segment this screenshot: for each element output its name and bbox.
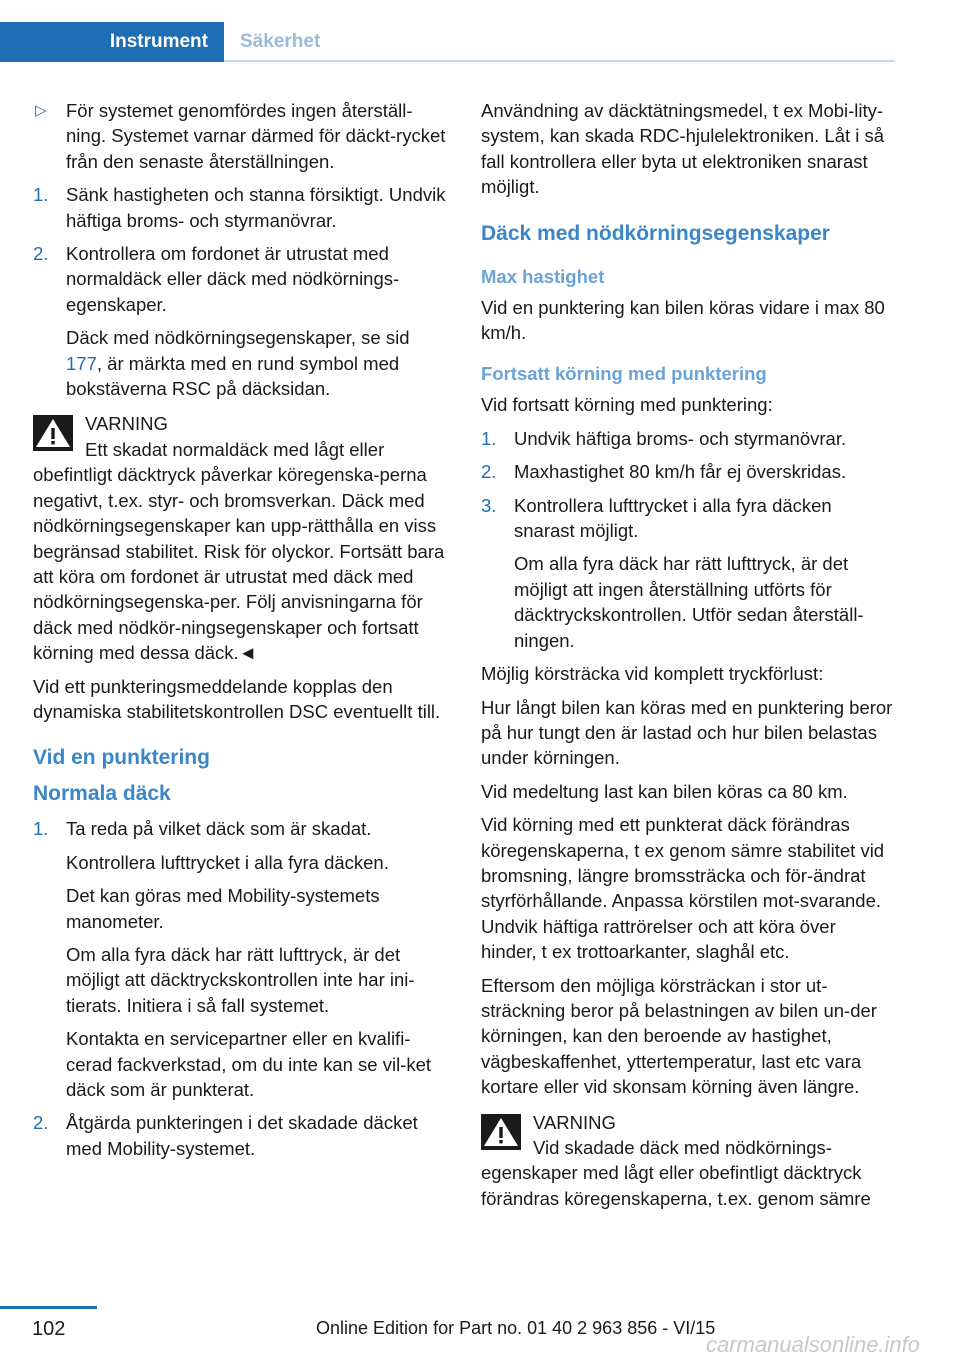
warning-title: VARNING bbox=[533, 1111, 616, 1133]
list-item bbox=[33, 1110, 448, 1161]
list-item bbox=[481, 459, 896, 484]
triangle-bullet-icon: ▷ bbox=[35, 102, 47, 119]
heading-normala-dack: Normala däck bbox=[33, 782, 171, 806]
warning-text: obefintligt däcktryck påverkar köregenska-perna negativt, t.ex. styr- och bromsverkan. Däck med nödkörningsegenskaper kan upp-rätthålla en viss begränsad stabilitet. Risk för olyckor. Fortsätt bara att köra om fordonet är utrustat med däck med nödkörningsegenska-per. Följ anvisningarna för däck med nödkör-ningsegenskaper och fortsatt körning med dessa däck.◄ bbox=[33, 464, 445, 664]
list-number: 3. bbox=[481, 494, 497, 516]
header-tabs bbox=[0, 0, 895, 62]
warning-title: VARNING bbox=[85, 413, 168, 435]
step-subtext bbox=[33, 325, 448, 401]
step-text: Undvik häftiga broms- och styrmanövrar. bbox=[514, 427, 847, 449]
paragraph: Vid ett punkteringsmeddelande kopplas den dynamiska stabilitetskontrollen DSC eventuellt till. bbox=[33, 675, 441, 722]
step-subtext: Kontrollera lufttrycket i alla fyra däcken. bbox=[66, 851, 389, 873]
footer-accent-line bbox=[0, 1306, 97, 1309]
step-text: Maxhastighet 80 km/h får ej överskridas. bbox=[514, 461, 847, 483]
list-item bbox=[33, 241, 448, 317]
step-subtext: Om alla fyra däck har rätt lufttryck, är det möjligt att däcktryckskontrollen inte har ini-tierats. Initiera i så fall systemet. bbox=[66, 943, 415, 1016]
paragraph: Vid fortsatt körning med punktering: bbox=[481, 394, 773, 416]
list-number: 1. bbox=[33, 818, 49, 840]
right-column bbox=[481, 98, 896, 1219]
list-item bbox=[33, 816, 448, 841]
list-item bbox=[481, 426, 896, 451]
warning-text: egenskaper med lågt eller obefintligt däcktryck förändras köregenskaperna, t.ex. genom sämre bbox=[481, 1162, 871, 1209]
list-number: 2. bbox=[481, 461, 497, 483]
tab-instrument[interactable]: Instrument bbox=[0, 22, 224, 62]
heading-fortsatt-korning: Fortsatt körning med punktering bbox=[481, 363, 767, 385]
step-subtext: Det kan göras med Mobility-systemets manometer. bbox=[66, 885, 380, 932]
paragraph: Eftersom den möjliga körsträckan i stor ut-sträckning beror på belastningen av bilen un-der körningen, kan den beroende av hastighet, vägbeskaffenhet, yttertemperatur, last etc vara kortare eller vid skonsam körning även längre. bbox=[481, 974, 877, 1098]
list-number: 1. bbox=[33, 184, 49, 206]
list-number: 1. bbox=[481, 427, 497, 449]
step-text: Ta reda på vilket däck som är skadat. bbox=[66, 818, 372, 840]
page-link-177[interactable]: 177 bbox=[66, 352, 97, 374]
step-subtext: Om alla fyra däck har rätt lufttryck, är det möjligt att ingen återställning utförts för däcktryckskontrollen. Utför sedan återställ-ningen. bbox=[514, 553, 864, 651]
subtext-part: Däck med nödkörningsegenskaper, se sid bbox=[66, 327, 410, 349]
list-item bbox=[33, 98, 448, 174]
warning-box bbox=[33, 411, 448, 665]
step-subtext: Kontakta en servicepartner eller en kvalifi-cerad fackverkstad, om du inte kan se vil-ket däck som är punkterat. bbox=[66, 1028, 432, 1100]
list-item bbox=[481, 493, 896, 544]
heading-vid-en-punktering: Vid en punktering bbox=[33, 746, 210, 770]
paragraph: Användning av däcktätningsmedel, t ex Mobi-lity-system, kan skada RDC-hjulelektroniken. Låt i så fall kontrollera eller byta ut elektroniken snarast möjligt. bbox=[481, 100, 885, 198]
warning-triangle-icon bbox=[33, 415, 73, 451]
header-divider bbox=[224, 60, 895, 62]
left-column bbox=[33, 98, 448, 1169]
page-number: 102 bbox=[32, 1318, 66, 1340]
heading-max-hastighet: Max hastighet bbox=[481, 265, 605, 287]
paragraph: Möjlig körsträcka vid komplett tryckförlust: bbox=[481, 663, 824, 685]
step-text: Sänk hastigheten och stanna försiktigt. Undvik häftiga broms- och styrmanövrar. bbox=[66, 184, 446, 231]
list-item bbox=[33, 182, 448, 233]
warning-triangle-icon bbox=[481, 1114, 521, 1150]
edition-text: Online Edition for Part no. 01 40 2 963 856 - VI/15 bbox=[316, 1318, 716, 1338]
warning-first-line: Vid skadade däck med nödkörnings- bbox=[533, 1137, 832, 1158]
step-text: Kontrollera om fordonet är utrustat med normaldäck eller däck med nödkörnings-egenskaper. bbox=[66, 243, 400, 315]
tab-sakerhet[interactable]: Säkerhet bbox=[240, 31, 321, 52]
watermark: carmanualsonline.info bbox=[706, 1332, 921, 1357]
step-text: Kontrollera lufttrycket i alla fyra däcken snarast möjligt. bbox=[514, 494, 832, 542]
subtext-part: , är märkta med en rund symbol med bokstäverna RSC på däcksidan. bbox=[66, 352, 400, 400]
paragraph: Vid en punktering kan bilen köras vidare i max 80 km/h. bbox=[481, 296, 885, 344]
step-text: Åtgärda punkteringen i det skadade däcket med Mobility-systemet. bbox=[66, 1112, 418, 1159]
list-number: 2. bbox=[33, 243, 49, 265]
paragraph: Vid medeltung last kan bilen köras ca 80 km. bbox=[481, 780, 848, 802]
list-number: 2. bbox=[33, 1112, 49, 1134]
heading-nodkorningsegenskaper: Däck med nödkörningsegenskaper bbox=[481, 221, 830, 245]
paragraph: Hur långt bilen kan köras med en punktering beror på hur tungt den är lastad och hur bilen belastas under körningen. bbox=[481, 696, 893, 769]
paragraph: Vid körning med ett punkterat däck förändras köregenskaperna, t ex genom sämre stabilitet vid bromsning, längre bromssträcka och för-ändrat styrförhållande. Anpassa körstilen mot-svarande. Undvik häftiga rattrörelser och att köra över hinder, t ex trottoarkanter, slaghål etc. bbox=[481, 814, 885, 963]
warning-first-line: Ett skadat normaldäck med lågt eller bbox=[85, 438, 385, 460]
bullet-text: För systemet genomfördes ingen återställ-ning. Systemet varnar därmed för däckt-rycket från den senaste återställningen. bbox=[66, 100, 446, 172]
warning-box bbox=[481, 1110, 896, 1212]
